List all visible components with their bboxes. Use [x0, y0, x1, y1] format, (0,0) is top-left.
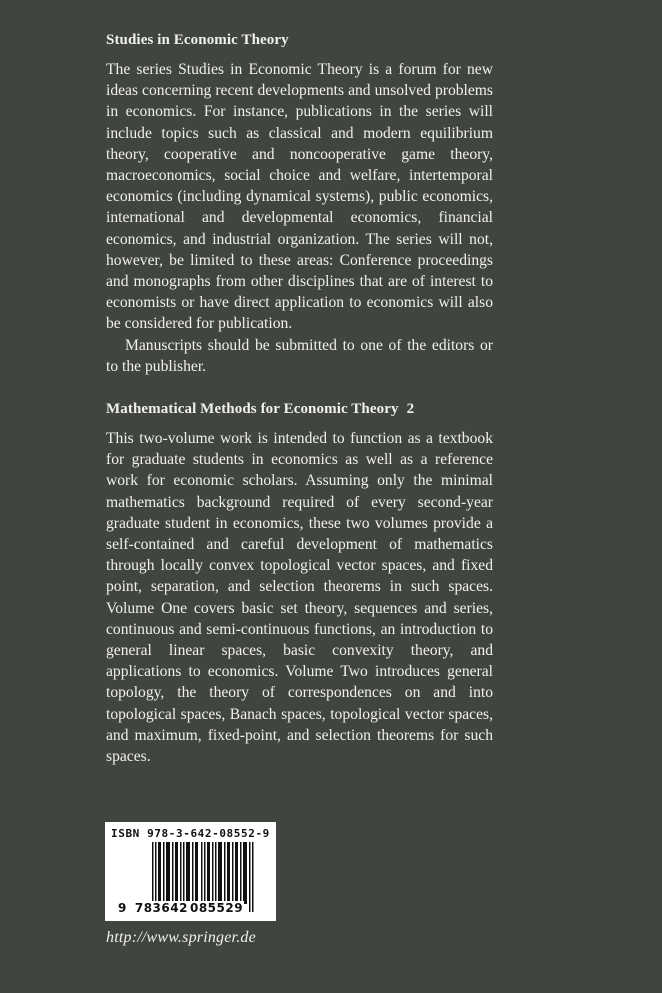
isbn-barcode — [105, 822, 276, 921]
volume-number: 2 — [406, 401, 415, 418]
series-heading: Studies in Economic Theory — [106, 32, 289, 48]
publisher-url-link[interactable]: http://www.springer.de — [106, 929, 256, 946]
book-title-heading — [106, 399, 493, 419]
book-title: Mathematical Methods for Economic Theory — [106, 401, 399, 418]
ean-number — [118, 901, 244, 915]
ean-right-group: 085529 — [189, 901, 244, 915]
book-description: This two-volume work is intended to function as a textbook for graduate students in economics as well as a reference work for economic scholars. Assuming only the minimal mathematics background required of every second-year graduate student in economics, these two volumes provide a self-contained and careful development of mathematics through locally convex topological vector spaces, and fixed point, separation, and selection theorems in such spaces. Volume One covers basic set theory, sequences and series, continuous and semi-continuous functions, an introduction to general linear spaces, basic convexity theory, and applications to economics. Volume Two introduces general topology, the theory of correspondences on and into topological spaces, Banach spaces, topological vector spaces, and maximum, fixed-point, and selection theorems for such spaces. — [106, 430, 493, 766]
series-description: The series Studies in Economic Theory is a forum for new ideas concerning recent developments and unsolved problems in economics. For instance, publications in the series will include topics such as classical and modern equilibrium theory, cooperative and noncooperative game theory, macroeconomics, social choice and welfare, intertemporal economics (including dynamical systems), public economics, international and developmental economics, financial economics, and industrial organization. The series will not, however, be limited to these areas: Conference proceedings and monographs from other disciplines that are of interest to economists or have direct application to economics will also be considered for publication. — [106, 61, 493, 333]
book-section — [106, 399, 493, 767]
back-cover-text — [106, 30, 493, 789]
submission-note: Manuscripts should be submitted to one of the editors or to the publisher. — [106, 336, 493, 375]
ean-first-digit: 9 — [118, 901, 127, 915]
ean-left-group: 783642 — [134, 901, 188, 915]
isbn-label: ISBN 978-3-642-08552-9 — [111, 827, 270, 840]
series-section — [106, 30, 493, 377]
